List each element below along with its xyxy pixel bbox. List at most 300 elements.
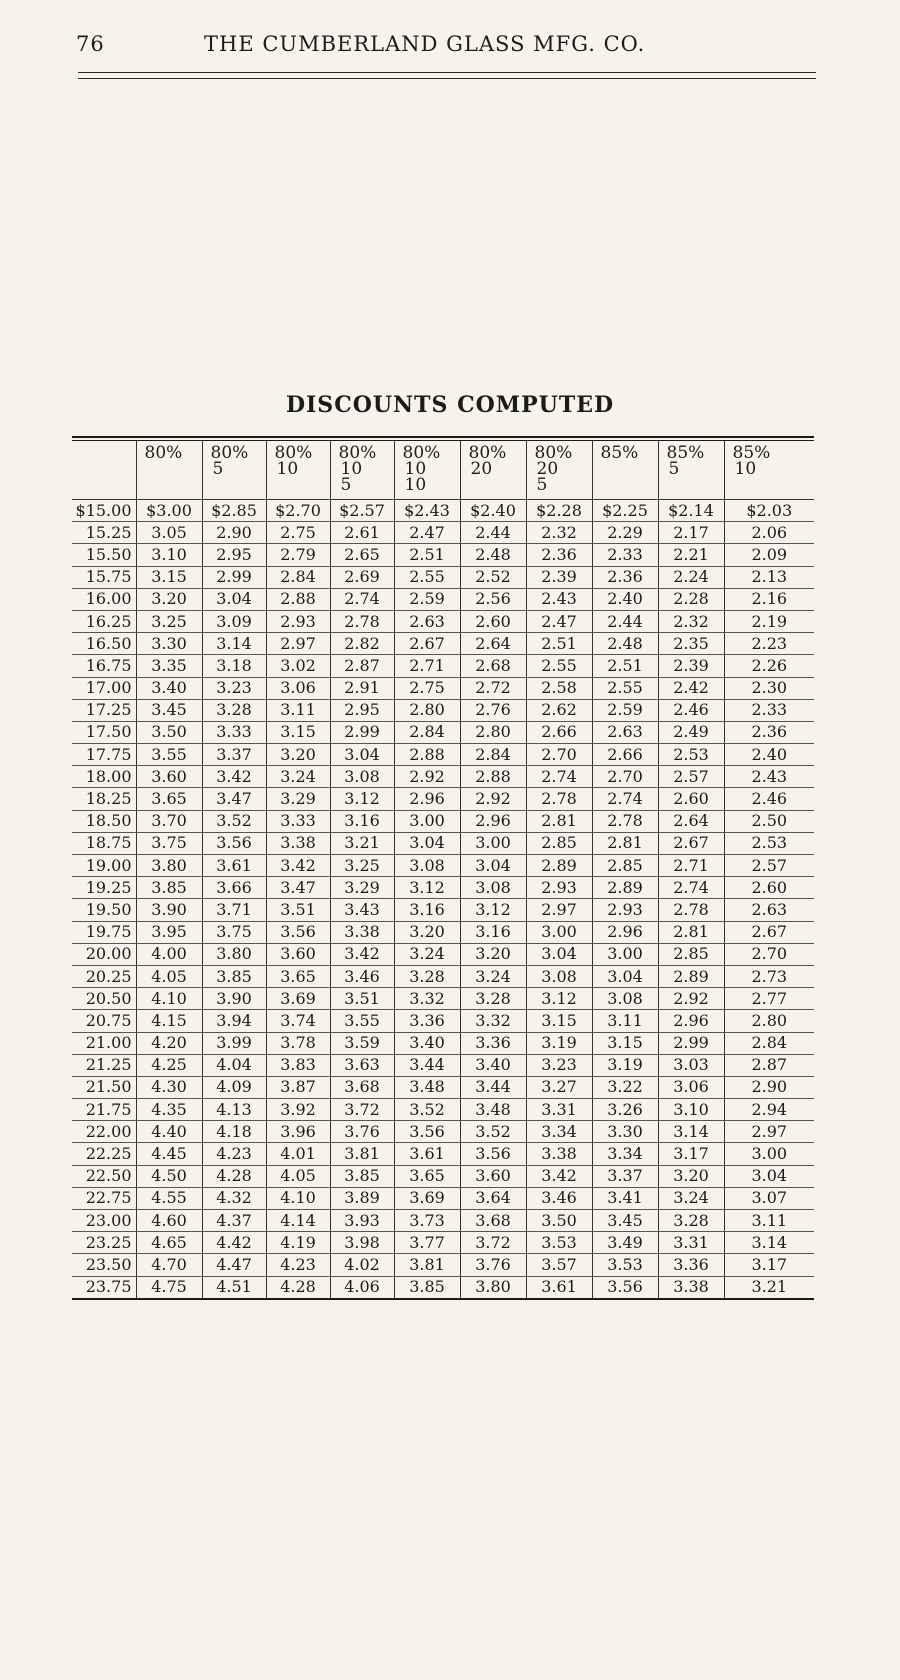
- net-price-cell: 3.98: [330, 1232, 394, 1254]
- net-price-cell: 2.78: [658, 899, 724, 921]
- net-price-cell: 2.70: [592, 766, 658, 788]
- column-header-line: 80%: [274, 443, 313, 463]
- net-price-cell: 2.44: [460, 522, 526, 544]
- net-price-cell: 4.28: [266, 1276, 330, 1299]
- column-header-line: 10: [404, 475, 427, 495]
- net-price-cell: 4.25: [136, 1054, 202, 1076]
- net-price-cell: 2.57: [658, 766, 724, 788]
- net-price-cell: 3.52: [394, 1099, 460, 1121]
- net-price-cell: 3.77: [394, 1232, 460, 1254]
- net-price-cell: 2.33: [592, 544, 658, 566]
- net-price-cell: 3.29: [330, 877, 394, 899]
- page-number: 76: [76, 32, 105, 56]
- net-price-cell: 3.21: [724, 1276, 814, 1299]
- net-price-cell: 2.23: [724, 633, 814, 655]
- net-price-cell: 3.04: [460, 855, 526, 877]
- table-row: [72, 810, 814, 832]
- net-price-cell: 2.47: [526, 610, 592, 632]
- net-price-cell: 2.49: [658, 721, 724, 743]
- net-price-cell: 4.55: [136, 1187, 202, 1209]
- net-price-cell: 3.05: [136, 522, 202, 544]
- net-price-cell: 4.10: [266, 1187, 330, 1209]
- list-price-cell: 16.25: [72, 610, 136, 632]
- net-price-cell: 3.20: [394, 921, 460, 943]
- net-price-cell: 3.08: [330, 766, 394, 788]
- net-price-cell: 3.10: [658, 1099, 724, 1121]
- table-row: [72, 1232, 814, 1254]
- column-header: [592, 441, 658, 500]
- net-price-cell: 3.12: [394, 877, 460, 899]
- column-header-line: 5: [536, 475, 548, 495]
- list-price-cell: 20.25: [72, 965, 136, 987]
- table-row: [72, 988, 814, 1010]
- column-header-line: 5: [668, 459, 680, 479]
- net-price-cell: 2.58: [526, 677, 592, 699]
- net-price-cell: 3.00: [526, 921, 592, 943]
- table-row: [72, 877, 814, 899]
- table-row: [72, 1187, 814, 1209]
- net-price-cell: 2.85: [658, 943, 724, 965]
- net-price-cell: 3.46: [330, 965, 394, 987]
- net-price-cell: 2.65: [330, 544, 394, 566]
- net-price-cell: 2.55: [592, 677, 658, 699]
- net-price-cell: 3.92: [266, 1099, 330, 1121]
- net-price-cell: 3.30: [592, 1121, 658, 1143]
- table-row: [72, 610, 814, 632]
- net-price-cell: 3.30: [136, 633, 202, 655]
- net-price-cell: 3.28: [202, 699, 266, 721]
- column-header-line: 10: [276, 459, 299, 479]
- net-price-cell: 3.45: [592, 1210, 658, 1232]
- net-price-cell: 2.53: [724, 832, 814, 854]
- net-price-cell: 3.45: [136, 699, 202, 721]
- net-price-cell: 3.15: [136, 566, 202, 588]
- net-price-cell: 3.36: [658, 1254, 724, 1276]
- list-price-cell: 16.50: [72, 633, 136, 655]
- net-price-cell: $2.43: [394, 500, 460, 522]
- net-price-cell: 3.17: [724, 1254, 814, 1276]
- net-price-cell: 4.14: [266, 1210, 330, 1232]
- net-price-cell: 2.96: [394, 788, 460, 810]
- net-price-cell: 2.74: [526, 766, 592, 788]
- table-row: [72, 921, 814, 943]
- net-price-cell: 2.39: [526, 566, 592, 588]
- net-price-cell: 2.99: [658, 1032, 724, 1054]
- net-price-cell: 3.90: [136, 899, 202, 921]
- net-price-cell: 3.08: [526, 965, 592, 987]
- column-header-line: 10: [404, 459, 427, 479]
- net-price-cell: 2.13: [724, 566, 814, 588]
- net-price-cell: 2.97: [526, 899, 592, 921]
- table-header-row: [72, 441, 814, 500]
- net-price-cell: 2.57: [724, 855, 814, 877]
- net-price-cell: 2.96: [460, 810, 526, 832]
- net-price-cell: 2.90: [202, 522, 266, 544]
- net-price-cell: 3.48: [460, 1099, 526, 1121]
- net-price-cell: 4.65: [136, 1232, 202, 1254]
- table-row: [72, 522, 814, 544]
- net-price-cell: 3.64: [460, 1187, 526, 1209]
- net-price-cell: 3.51: [266, 899, 330, 921]
- net-price-cell: 3.09: [202, 610, 266, 632]
- net-price-cell: 3.20: [266, 744, 330, 766]
- net-price-cell: 3.16: [330, 810, 394, 832]
- net-price-cell: 4.23: [266, 1254, 330, 1276]
- list-price-cell: 21.50: [72, 1076, 136, 1098]
- net-price-cell: 2.28: [658, 588, 724, 610]
- list-price-cell: 21.00: [72, 1032, 136, 1054]
- net-price-cell: 3.69: [266, 988, 330, 1010]
- column-header-line: 20: [470, 459, 493, 479]
- net-price-cell: 2.70: [526, 744, 592, 766]
- net-price-cell: 4.18: [202, 1121, 266, 1143]
- net-price-cell: 3.80: [202, 943, 266, 965]
- net-price-cell: 2.92: [394, 766, 460, 788]
- net-price-cell: 3.49: [592, 1232, 658, 1254]
- net-price-cell: 2.93: [266, 610, 330, 632]
- net-price-cell: 3.34: [526, 1121, 592, 1143]
- net-price-cell: 2.85: [592, 855, 658, 877]
- table-row: [72, 1010, 814, 1032]
- net-price-cell: 3.15: [266, 721, 330, 743]
- net-price-cell: 3.50: [136, 721, 202, 743]
- table-row: [72, 1099, 814, 1121]
- net-price-cell: 3.76: [330, 1121, 394, 1143]
- column-header-line: 80%: [534, 443, 573, 463]
- net-price-cell: 2.42: [658, 677, 724, 699]
- net-price-cell: 4.30: [136, 1076, 202, 1098]
- net-price-cell: 3.99: [202, 1032, 266, 1054]
- column-header: [202, 441, 266, 500]
- net-price-cell: 2.63: [592, 721, 658, 743]
- net-price-cell: 2.84: [266, 566, 330, 588]
- column-header: [136, 441, 202, 500]
- net-price-cell: 2.33: [724, 699, 814, 721]
- net-price-cell: 2.85: [526, 832, 592, 854]
- net-price-cell: 3.50: [526, 1210, 592, 1232]
- net-price-cell: 3.42: [202, 766, 266, 788]
- net-price-cell: 3.93: [330, 1210, 394, 1232]
- net-price-cell: 3.37: [202, 744, 266, 766]
- net-price-cell: 2.79: [266, 544, 330, 566]
- net-price-cell: 2.87: [330, 655, 394, 677]
- net-price-cell: 4.02: [330, 1254, 394, 1276]
- net-price-cell: 2.78: [526, 788, 592, 810]
- net-price-cell: 2.67: [658, 832, 724, 854]
- net-price-cell: 2.74: [330, 588, 394, 610]
- list-price-cell: 15.25: [72, 522, 136, 544]
- net-price-cell: 3.56: [202, 832, 266, 854]
- net-price-cell: 3.80: [460, 1276, 526, 1299]
- net-price-cell: 3.04: [330, 744, 394, 766]
- net-price-cell: 2.87: [724, 1054, 814, 1076]
- net-price-cell: 3.51: [330, 988, 394, 1010]
- net-price-cell: 3.26: [592, 1099, 658, 1121]
- net-price-cell: 4.45: [136, 1143, 202, 1165]
- net-price-cell: 2.52: [460, 566, 526, 588]
- net-price-cell: 3.03: [658, 1054, 724, 1076]
- net-price-cell: 3.53: [526, 1232, 592, 1254]
- net-price-cell: 3.35: [136, 655, 202, 677]
- net-price-cell: 3.41: [592, 1187, 658, 1209]
- net-price-cell: 3.80: [136, 855, 202, 877]
- net-price-cell: 3.68: [330, 1076, 394, 1098]
- net-price-cell: 3.24: [266, 766, 330, 788]
- list-price-cell: 19.50: [72, 899, 136, 921]
- list-price-cell: 19.75: [72, 921, 136, 943]
- table-row: [72, 721, 814, 743]
- list-price-cell: 23.25: [72, 1232, 136, 1254]
- net-price-cell: 2.97: [724, 1121, 814, 1143]
- column-header-line: 80%: [338, 443, 377, 463]
- net-price-cell: 3.61: [394, 1143, 460, 1165]
- net-price-cell: 3.11: [724, 1210, 814, 1232]
- table-row: [72, 1121, 814, 1143]
- discount-table: [72, 441, 814, 1300]
- net-price-cell: 3.36: [394, 1010, 460, 1032]
- list-price-cell: 23.75: [72, 1276, 136, 1299]
- net-price-cell: 3.04: [202, 588, 266, 610]
- net-price-cell: 2.47: [394, 522, 460, 544]
- net-price-cell: 2.78: [330, 610, 394, 632]
- net-price-cell: 3.08: [592, 988, 658, 1010]
- net-price-cell: 2.99: [330, 721, 394, 743]
- net-price-cell: 2.24: [658, 566, 724, 588]
- net-price-cell: 2.89: [658, 965, 724, 987]
- net-price-cell: 2.51: [526, 633, 592, 655]
- net-price-cell: 3.72: [460, 1232, 526, 1254]
- net-price-cell: 3.27: [526, 1076, 592, 1098]
- net-price-cell: 3.90: [202, 988, 266, 1010]
- column-header-line: 80%: [468, 443, 507, 463]
- net-price-cell: 2.97: [266, 633, 330, 655]
- net-price-cell: 3.75: [202, 921, 266, 943]
- net-price-cell: 2.75: [394, 677, 460, 699]
- net-price-cell: 3.81: [394, 1254, 460, 1276]
- list-price-cell: 20.75: [72, 1010, 136, 1032]
- net-price-cell: 3.73: [394, 1210, 460, 1232]
- net-price-cell: 3.47: [202, 788, 266, 810]
- net-price-cell: 3.15: [526, 1010, 592, 1032]
- net-price-cell: 3.06: [266, 677, 330, 699]
- net-price-cell: 3.48: [394, 1076, 460, 1098]
- table-row: [72, 1032, 814, 1054]
- net-price-cell: 3.44: [394, 1054, 460, 1076]
- net-price-cell: 3.19: [526, 1032, 592, 1054]
- list-price-cell: $15.00: [72, 500, 136, 522]
- net-price-cell: 2.60: [658, 788, 724, 810]
- net-price-cell: 3.21: [330, 832, 394, 854]
- table-row: [72, 677, 814, 699]
- net-price-cell: 3.17: [658, 1143, 724, 1165]
- column-header: [526, 441, 592, 500]
- net-price-cell: 4.09: [202, 1076, 266, 1098]
- net-price-cell: 3.71: [202, 899, 266, 921]
- net-price-cell: 3.42: [266, 855, 330, 877]
- net-price-cell: 4.40: [136, 1121, 202, 1143]
- net-price-cell: 2.99: [202, 566, 266, 588]
- net-price-cell: 3.06: [658, 1076, 724, 1098]
- list-price-cell: 16.00: [72, 588, 136, 610]
- net-price-cell: 2.92: [460, 788, 526, 810]
- column-header-line: 80%: [144, 443, 183, 463]
- net-price-cell: 3.57: [526, 1254, 592, 1276]
- net-price-cell: 4.19: [266, 1232, 330, 1254]
- net-price-cell: $2.70: [266, 500, 330, 522]
- net-price-cell: 2.56: [460, 588, 526, 610]
- column-header-line: 85%: [600, 443, 639, 463]
- net-price-cell: 2.48: [592, 633, 658, 655]
- net-price-cell: 2.67: [394, 633, 460, 655]
- table-row: [72, 1210, 814, 1232]
- column-header: [658, 441, 724, 500]
- net-price-cell: 3.24: [460, 965, 526, 987]
- net-price-cell: 3.28: [394, 965, 460, 987]
- list-price-cell: 21.25: [72, 1054, 136, 1076]
- net-price-cell: 2.91: [330, 677, 394, 699]
- net-price-cell: 2.88: [266, 588, 330, 610]
- running-title: THE CUMBERLAND GLASS MFG. CO.: [204, 32, 646, 56]
- column-header: [72, 441, 136, 500]
- net-price-cell: 2.71: [658, 855, 724, 877]
- net-price-cell: 4.60: [136, 1210, 202, 1232]
- net-price-cell: 4.28: [202, 1165, 266, 1187]
- net-price-cell: 2.64: [658, 810, 724, 832]
- net-price-cell: 4.32: [202, 1187, 266, 1209]
- net-price-cell: 3.25: [136, 610, 202, 632]
- list-price-cell: 22.50: [72, 1165, 136, 1187]
- table-row: [72, 899, 814, 921]
- net-price-cell: $2.40: [460, 500, 526, 522]
- list-price-cell: 19.25: [72, 877, 136, 899]
- table-row: [72, 500, 814, 522]
- net-price-cell: 2.89: [526, 855, 592, 877]
- net-price-cell: 2.19: [724, 610, 814, 632]
- net-price-cell: 3.60: [266, 943, 330, 965]
- net-price-cell: 3.19: [592, 1054, 658, 1076]
- net-price-cell: 3.00: [460, 832, 526, 854]
- column-header: [394, 441, 460, 500]
- net-price-cell: 3.22: [592, 1076, 658, 1098]
- net-price-cell: 3.40: [460, 1054, 526, 1076]
- list-price-cell: 18.00: [72, 766, 136, 788]
- net-price-cell: 2.39: [658, 655, 724, 677]
- list-price-cell: 18.25: [72, 788, 136, 810]
- net-price-cell: 2.60: [724, 877, 814, 899]
- net-price-cell: 4.75: [136, 1276, 202, 1299]
- net-price-cell: 2.61: [330, 522, 394, 544]
- net-price-cell: 2.88: [394, 744, 460, 766]
- discount-table-container: [72, 436, 814, 1300]
- net-price-cell: 3.76: [460, 1254, 526, 1276]
- net-price-cell: 2.55: [394, 566, 460, 588]
- net-price-cell: 3.65: [394, 1165, 460, 1187]
- net-price-cell: 3.00: [724, 1143, 814, 1165]
- list-price-cell: 16.75: [72, 655, 136, 677]
- net-price-cell: 3.12: [330, 788, 394, 810]
- net-price-cell: 3.63: [330, 1054, 394, 1076]
- net-price-cell: 3.11: [592, 1010, 658, 1032]
- list-price-cell: 17.25: [72, 699, 136, 721]
- table-row: [72, 1276, 814, 1299]
- net-price-cell: 2.44: [592, 610, 658, 632]
- net-price-cell: 2.82: [330, 633, 394, 655]
- net-price-cell: 3.20: [136, 588, 202, 610]
- net-price-cell: 2.17: [658, 522, 724, 544]
- net-price-cell: 2.88: [460, 766, 526, 788]
- column-header-line: 10: [734, 459, 757, 479]
- net-price-cell: 2.36: [526, 544, 592, 566]
- table-row: [72, 965, 814, 987]
- net-price-cell: 3.44: [460, 1076, 526, 1098]
- net-price-cell: 2.35: [658, 633, 724, 655]
- net-price-cell: 3.55: [330, 1010, 394, 1032]
- net-price-cell: 4.20: [136, 1032, 202, 1054]
- net-price-cell: 3.34: [592, 1143, 658, 1165]
- table-body: [72, 500, 814, 1299]
- net-price-cell: 2.51: [394, 544, 460, 566]
- net-price-cell: 2.32: [658, 610, 724, 632]
- net-price-cell: 3.85: [394, 1276, 460, 1299]
- net-price-cell: 2.84: [394, 721, 460, 743]
- net-price-cell: 4.50: [136, 1165, 202, 1187]
- net-price-cell: 2.90: [724, 1076, 814, 1098]
- net-price-cell: 3.31: [658, 1232, 724, 1254]
- net-price-cell: 3.32: [460, 1010, 526, 1032]
- net-price-cell: 2.66: [592, 744, 658, 766]
- table-row: [72, 633, 814, 655]
- column-header-line: 5: [340, 475, 352, 495]
- net-price-cell: 3.14: [202, 633, 266, 655]
- table-row: [72, 1143, 814, 1165]
- net-price-cell: 2.43: [526, 588, 592, 610]
- net-price-cell: 2.59: [394, 588, 460, 610]
- net-price-cell: 3.68: [460, 1210, 526, 1232]
- list-price-cell: 15.75: [72, 566, 136, 588]
- net-price-cell: $2.57: [330, 500, 394, 522]
- list-price-cell: 18.50: [72, 810, 136, 832]
- list-price-cell: 22.25: [72, 1143, 136, 1165]
- header-rule: [78, 78, 816, 79]
- table-row: [72, 566, 814, 588]
- net-price-cell: 2.48: [460, 544, 526, 566]
- net-price-cell: 3.16: [460, 921, 526, 943]
- net-price-cell: 2.95: [330, 699, 394, 721]
- net-price-cell: 4.05: [266, 1165, 330, 1187]
- net-price-cell: 2.63: [724, 899, 814, 921]
- net-price-cell: 3.04: [394, 832, 460, 854]
- net-price-cell: 3.32: [394, 988, 460, 1010]
- net-price-cell: 2.80: [724, 1010, 814, 1032]
- net-price-cell: 3.66: [202, 877, 266, 899]
- net-price-cell: 2.81: [658, 921, 724, 943]
- table-row: [72, 1076, 814, 1098]
- list-price-cell: 17.00: [72, 677, 136, 699]
- net-price-cell: 3.18: [202, 655, 266, 677]
- net-price-cell: $2.25: [592, 500, 658, 522]
- table-row: [72, 1054, 814, 1076]
- column-header-line: 85%: [666, 443, 705, 463]
- net-price-cell: 2.21: [658, 544, 724, 566]
- net-price-cell: 4.13: [202, 1099, 266, 1121]
- list-price-cell: 15.50: [72, 544, 136, 566]
- table-row: [72, 544, 814, 566]
- net-price-cell: 3.87: [266, 1076, 330, 1098]
- net-price-cell: 4.06: [330, 1276, 394, 1299]
- net-price-cell: 2.96: [592, 921, 658, 943]
- net-price-cell: 2.75: [266, 522, 330, 544]
- net-price-cell: 2.16: [724, 588, 814, 610]
